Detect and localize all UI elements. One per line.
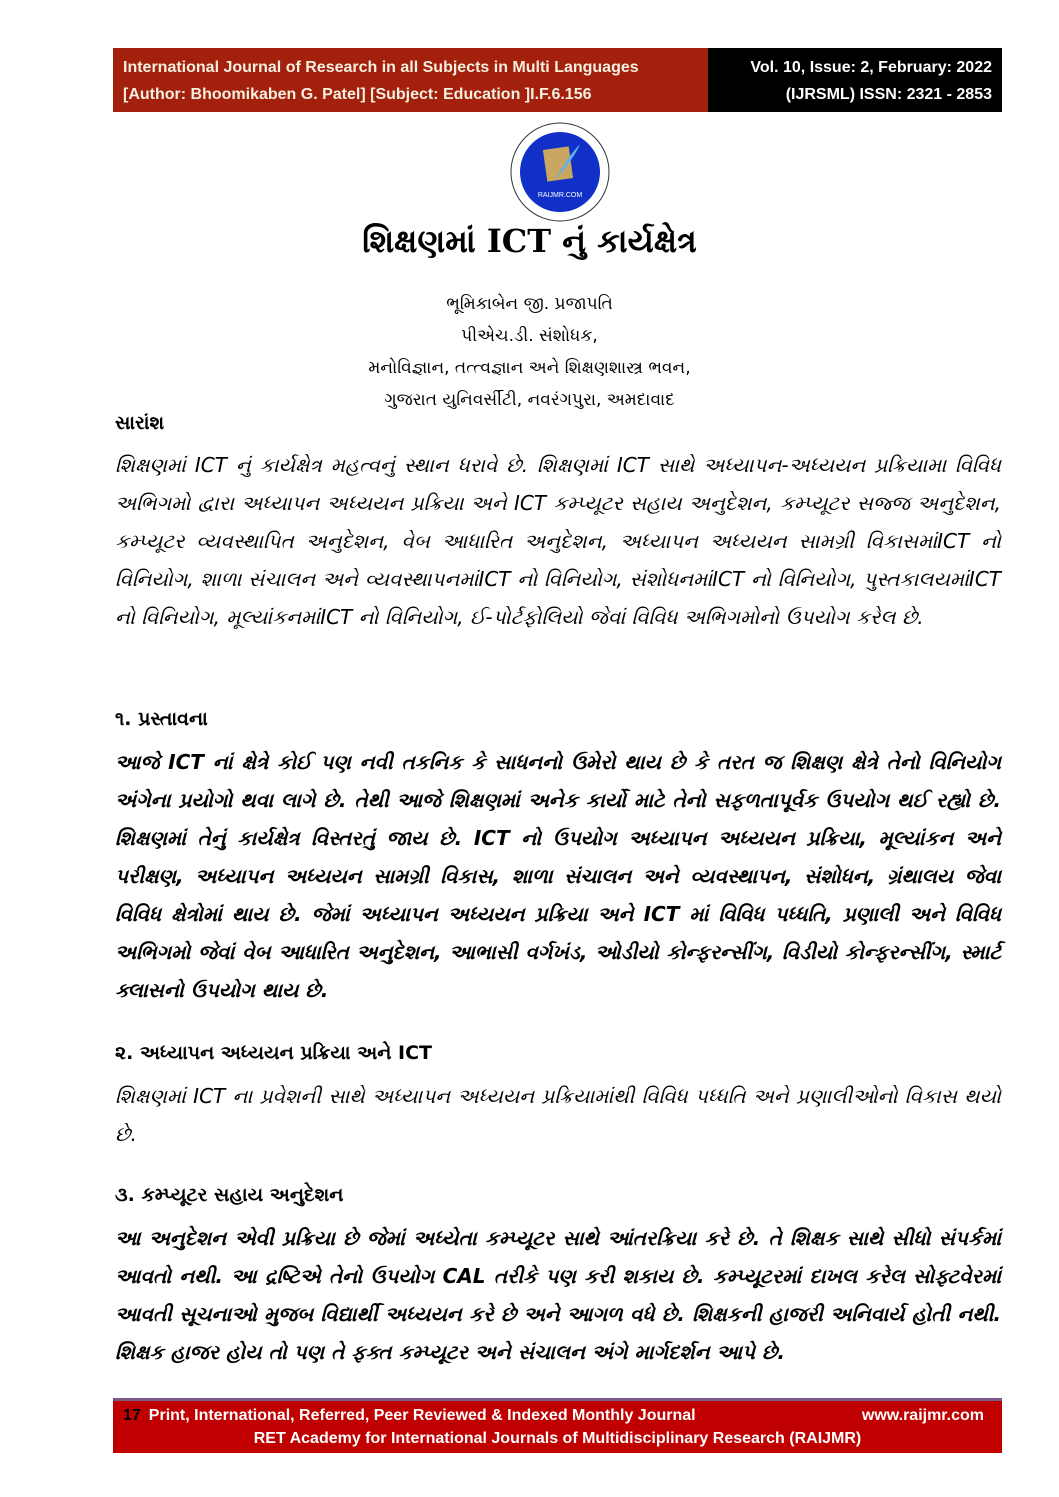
section-1-heading: ૧. પ્રસ્તાવના	[115, 708, 208, 730]
author-role: પીએચ.ડી. સંશોધક,	[461, 326, 598, 346]
section-3-heading: ૩. કમ્પ્યૂટર સહાય અનુદેશન	[115, 1184, 344, 1206]
header-left	[113, 48, 708, 112]
footer-description: Print, International, Referred, Peer Reviewed & Indexed Monthly Journal	[148, 1407, 696, 1424]
section-1-text: આજે ICT નાં ક્ષેત્રે કોઈ પણ નવી તકનિક કે સાધનનો ઉમેરો થાય છે કે તરત જ શિક્ષણ ક્ષેત્રે તેનો વિનિયોગ અંગેના પ્રયોગો થવા લાગે છે. તેથી આજે શિક્ષણમાં અનેક કાર્યો માટે તેનો સફળતાપૂર્વક ઉપયોગ થઈ રહ્યો છે. શિક્ષણમાં તેનું કાર્યક્ષેત્ર વિસ્તરતું જાય છે. ICT નો ઉપયોગ અધ્યાપન અધ્યયન પ્રક્રિયા, મૂલ્યાંકન અને પરીક્ષણ, અધ્યાપન અધ્યયન સામગ્રી વિકાસ, શાળા સંચાલન અને વ્યવસ્થાપન, સંશોધન, ગ્રંથાલય જેવા વિવિધ ક્ષેત્રોમાં થાય છે. જેમાં અધ્યાપન અધ્યયન પ્રક્રિયા અને ICT માં વિવિધ પધ્ધતિ, પ્રણાલી અને વિવિધ અભિગમો જેવાં વેબ આધારિત અનુદેશન, આભાસી વર્ગખંડ, ઓડીયો કોન્ફરન્સીંગ, વિડીયો કોન્ફરન્સીંગ, સ્માર્ટ ક્લાસનો ઉપયોગ થાય છે.	[115, 750, 1001, 1002]
footer-url-link[interactable]: www.raijmr.com	[861, 1407, 984, 1424]
author-block	[0, 288, 1059, 416]
section-2-text: શિક્ષણમાં ICT ના પ્રવેશની સાથે અધ્યાપન અધ્યયન પ્રક્રિયામાંથી વિવિધ પધ્ધતિ અને પ્રણાલીઓનો વિકાસ થયો છે.	[115, 1084, 1001, 1146]
journal-footer	[113, 1398, 1002, 1453]
journal-header	[113, 48, 1002, 112]
author-department: મનોવિજ્ઞાન, તત્ત્વજ્ઞાન અને શિક્ષણશાસ્ત્ર ભવન,	[368, 358, 691, 378]
paper-title: શિક્ષણમાં ICT નું કાર્યક્ષેત્ર	[362, 222, 697, 260]
raijmr-logo	[505, 122, 615, 222]
journal-name: International Journal of Research in all Subjects in Multi Languages	[123, 59, 639, 76]
svg-text:RAIJMR.COM: RAIJMR.COM	[537, 192, 583, 199]
abstract-heading: સારાંશ	[115, 412, 165, 434]
volume-issue: Vol. 10, Issue: 2, February: 2022	[750, 59, 992, 76]
abstract-text: શિક્ષણમાં ICT નું કાર્યક્ષેત્ર મહત્વનું સ્થાન ધરાવે છે. શિક્ષણમાં ICT સાથે અધ્યાપન-અધ્યયન પ્રક્રિયામા વિવિધ અભિગમો દ્વારા અધ્યાપન અધ્યયન પ્રક્રિયા અને ICT કમ્પ્યૂટર સહાય અનુદેશન, કમ્પ્યૂટર સજ્જ અનુદેશન, કમ્પ્યૂટર વ્યવસ્થાપિત અનુદેશન, વેબ આધારિત અનુદેશન, અધ્યાપન અધ્યયન સામગ્રી વિકાસમાંICT નો વિનિયોગ, શાળા સંચાલન અને વ્યવસ્થાપનમાંICT નો વિનિયોગ, સંશોધનમાંICT નો વિનિયોગ, પુસ્તકાલયમાંICT નો વિનિયોગ, મૂલ્યાંકનમાંICT નો વિનિયોગ, ઈ-પોર્ટફોલિયો જેવાં વિવિધ અભિગમોનો ઉપયોગ કરેલ છે.	[115, 453, 1001, 629]
page-number: 17	[123, 1407, 141, 1424]
author-university: ગુજરાત યુનિવર્સીટી, નવરંગપુરા, અમદાવાદ	[384, 390, 675, 410]
author-subject: [Author: Bhoomikaben G. Patel] [Subject: Education ]I.F.6.156	[123, 86, 592, 103]
author-name: ભૂમિકાબેન જી. પ્રજાપતિ	[446, 294, 613, 314]
section-2-heading: ૨. અધ્યાપન અધ્યયન પ્રક્રિયા અને ICT	[115, 1042, 432, 1064]
issn: (IJRSML) ISSN: 2321 - 2853	[785, 86, 992, 103]
header-right	[708, 48, 1002, 112]
section-3-text: આ અનુદેશન એવી પ્રક્રિયા છે જેમાં અધ્યેતા કમ્પ્યૂટર સાથે આંતરક્રિયા કરે છે. તે શિક્ષક સાથે સીધો સંપર્કમાં આવતો નથી. આ દ્રષ્ટિએ તેનો ઉપયોગ CAL તરીકે પણ કરી શકાય છે. કમ્પ્યૂટરમાં દાખલ કરેલ સોફ્ટવેરમાં આવતી સૂચનાઓ મુજબ વિદ્યાર્થી અધ્યયન કરે છે અને આગળ વધે છે. શિક્ષકની હાજરી અનિવાર્ય હોતી નથી. શિક્ષક હાજર હોય તો પણ તે ફક્ત કમ્પ્યૂટર અને સંચાલન અંગે માર્ગદર્શન આપે છે.	[115, 1226, 1001, 1364]
footer-publisher: RET Academy for International Journals of Multidisciplinary Research (RAIJMR)	[253, 1430, 862, 1447]
